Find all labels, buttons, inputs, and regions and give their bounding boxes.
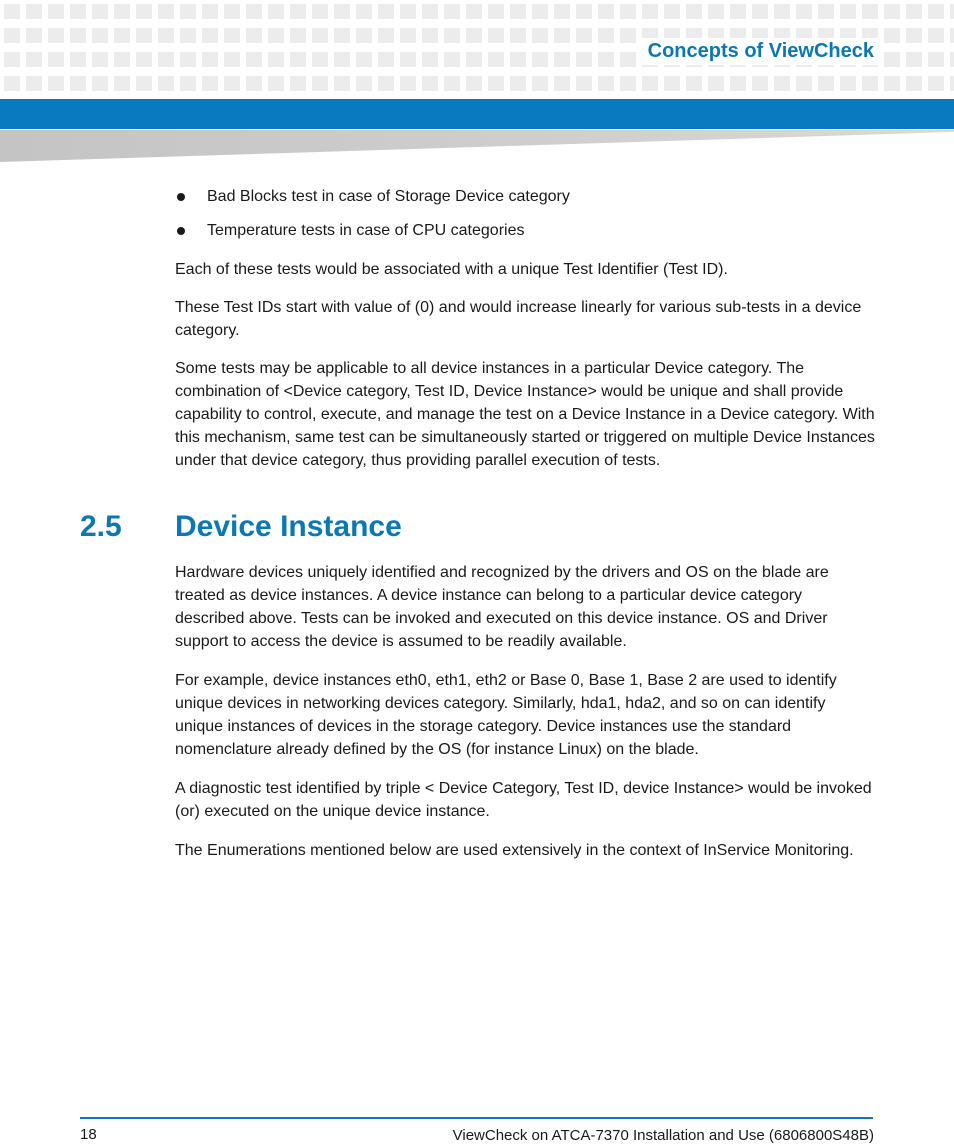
bullet-text: Temperature tests in case of CPU categories <box>207 222 525 239</box>
paragraph: The Enumerations mentioned below are used extensively in the context of InService Monitoring. <box>175 842 854 859</box>
header-blue-band <box>0 99 954 129</box>
running-header <box>640 38 882 65</box>
header-gray-band <box>0 130 954 162</box>
bullet-dot-icon <box>177 227 185 235</box>
bullet-dot-icon <box>177 193 185 201</box>
paragraph: Each of these tests would be associated with a unique Test Identifier (Test ID). <box>175 261 728 278</box>
footer-document-title: ViewCheck on ATCA-7370 Installation and Use (6806800S48B) <box>452 1127 874 1144</box>
bullet-item <box>175 219 875 242</box>
section-title: Device Instance <box>175 510 402 543</box>
paragraph: A diagnostic test identified by triple < Device Category, Test ID, device Instance> would be invoked (or) executed on the unique device instance. <box>175 780 872 820</box>
chapter-title: Concepts of ViewCheck <box>647 40 874 62</box>
paragraph: These Test IDs start with value of (0) and would increase linearly for various sub-tests in a device category. <box>175 299 862 339</box>
paragraph: Hardware devices uniquely identified and recognized by the drivers and OS on the blade are treated as device instances. A device instance can belong to a particular device category described above. Tests can be invoked and executed on this device instance. OS and Driver support to access the device is assumed to be readily available. <box>175 564 829 650</box>
paragraph: For example, device instances eth0, eth1, eth2 or Base 0, Base 1, Base 2 are used to identify unique devices in networking devices category. Similarly, hda1, hda2, and so on can identify unique instances of devices in the storage category. Device instances use the standard nomenclature already defined by the OS (for instance Linux) on the blade. <box>175 672 837 758</box>
footer-rule <box>80 1117 873 1119</box>
paragraph: Some tests may be applicable to all device instances in a particular Device category. The combination of <Device category, Test ID, Device Instance> would be unique and shall provide capability to control, execute, and manage the test on a Device Instance in a Device category. With this mechanism, same test can be simultaneously started or triggered on multiple Device Instances under that device category, thus providing parallel execution of tests. <box>175 360 875 469</box>
bullet-text: Bad Blocks test in case of Storage Device category <box>207 188 570 205</box>
page-number: 18 <box>80 1126 97 1143</box>
section-number: 2.5 <box>80 510 122 543</box>
bullet-item <box>175 185 875 208</box>
